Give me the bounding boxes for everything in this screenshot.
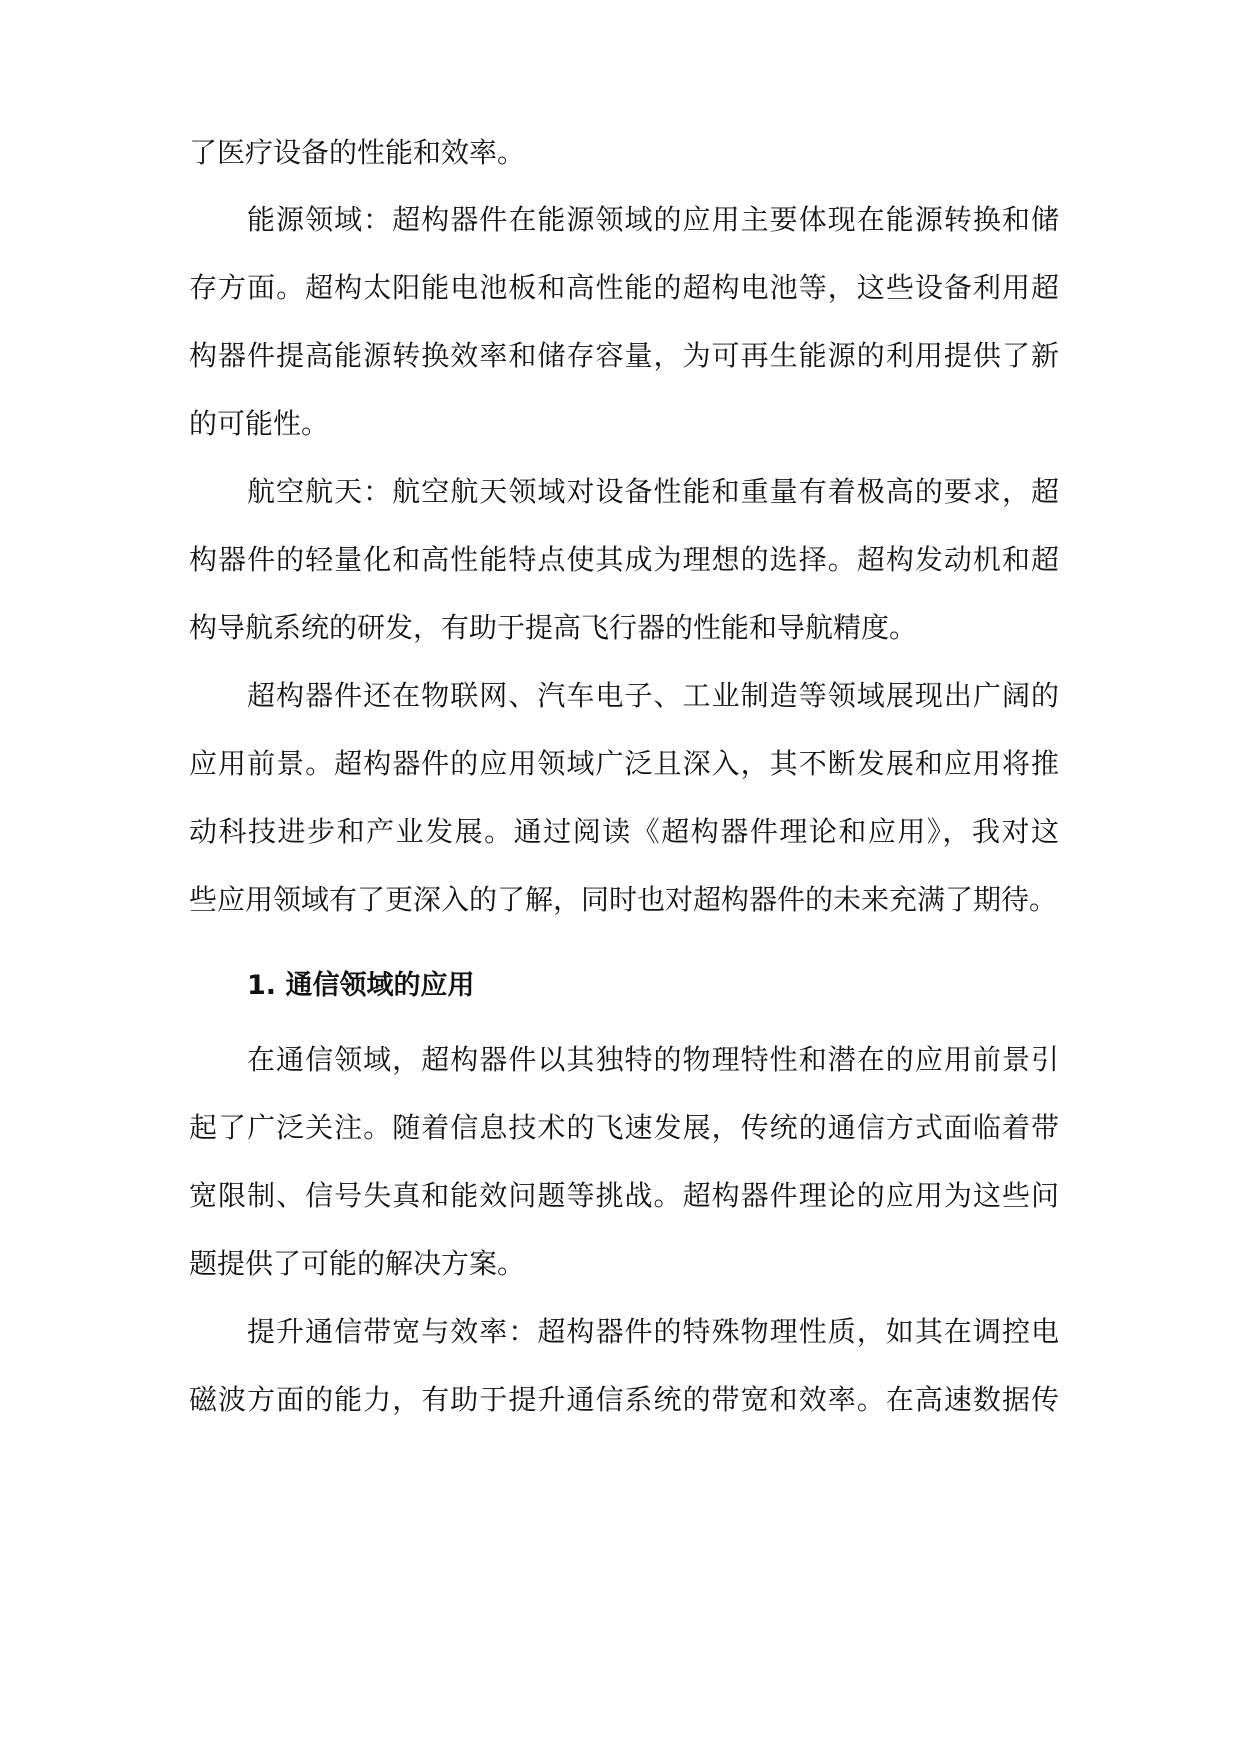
text-line: 航空航天：航空航天领域对设备性能和重量有着极高的要求，超 bbox=[247, 475, 1059, 508]
text-line: 动科技进步和产业发展。通过阅读《超构器件理论和应用》，我对这 bbox=[189, 815, 1059, 848]
text-line: 应用前景。超构器件的应用领域广泛且深入，其不断发展和应用将推 bbox=[189, 747, 1059, 780]
text-line: 构器件提高能源转换效率和储存容量，为可再生能源的利用提供了新 bbox=[189, 339, 1059, 372]
text-line: 存方面。超构太阳能电池板和高性能的超构电池等，这些设备利用超 bbox=[189, 271, 1059, 304]
text-line: 在通信领域，超构器件以其独特的物理特性和潜在的应用前景引 bbox=[247, 1043, 1059, 1076]
text-line: 宽限制、信号失真和能效问题等挑战。超构器件理论的应用为这些问 bbox=[189, 1179, 1059, 1212]
text-line: 起了广泛关注。随着信息技术的飞速发展，传统的通信方式面临着带 bbox=[189, 1111, 1059, 1144]
text-line: 题提供了可能的解决方案。 bbox=[189, 1247, 526, 1280]
text-line: 能源领域：超构器件在能源领域的应用主要体现在能源转换和储 bbox=[247, 203, 1059, 236]
text-line: 构器件的轻量化和高性能特点使其成为理想的选择。超构发动机和超 bbox=[189, 543, 1059, 576]
text-line: 超构器件还在物联网、汽车电子、工业制造等领域展现出广阔的 bbox=[247, 679, 1059, 712]
text-line: 些应用领域有了更深入的了解，同时也对超构器件的未来充满了期待。 bbox=[189, 883, 1058, 916]
section-heading: 1. 通信领域的应用 bbox=[247, 970, 475, 1001]
text-line: 了医疗设备的性能和效率。 bbox=[189, 136, 526, 169]
text-line: 构导航系统的研发，有助于提高飞行器的性能和导航精度。 bbox=[189, 611, 918, 644]
text-line: 磁波方面的能力，有助于提升通信系统的带宽和效率。在高速数据传 bbox=[189, 1383, 1059, 1416]
text-line: 的可能性。 bbox=[189, 407, 330, 440]
text-line: 提升通信带宽与效率：超构器件的特殊物理性质，如其在调控电 bbox=[247, 1315, 1059, 1348]
